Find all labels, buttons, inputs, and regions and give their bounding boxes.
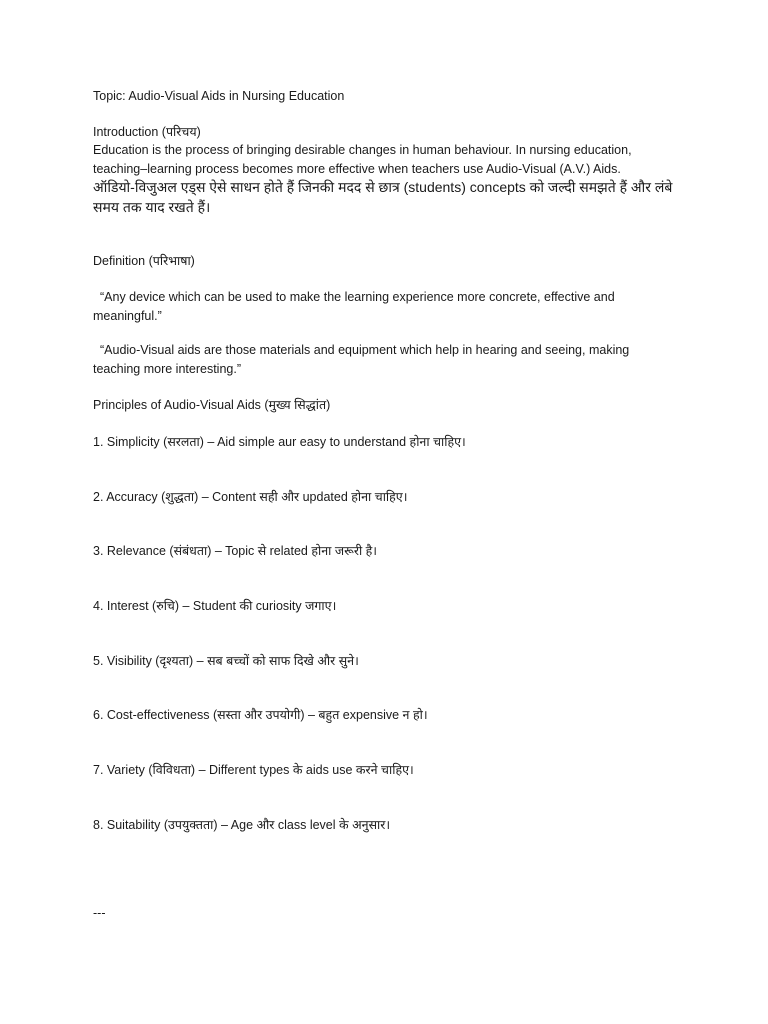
topic-title: Topic: Audio-Visual Aids in Nursing Education [93, 89, 345, 103]
document-page [93, 0, 693, 1024]
definition-heading: Definition (परिभाषा) [93, 254, 195, 268]
principle-item-interest: 4. Interest (रुचि) – Student की curiosity जगाए। [93, 599, 337, 613]
section-separator: --- [93, 906, 106, 920]
principle-item-suitability: 8. Suitability (उपयुक्तता) – Age और class level के अनुसार। [93, 818, 391, 832]
principle-item-variety: 7. Variety (विविधता) – Different types के aids use करने चाहिए। [93, 763, 414, 777]
introduction-paragraph-english: Education is the process of bringing desirable changes in human behaviour. In nursing education, teaching–learning process becomes more effective when teachers use Audio-Visual (A.V.) Aids. [93, 143, 632, 176]
principles-heading: Principles of Audio-Visual Aids (मुख्य सिद्धांत) [93, 398, 331, 412]
principle-item-visibility: 5. Visibility (दृश्यता) – सब बच्चों को साफ दिखे और सुने। [93, 654, 359, 668]
principle-item-simplicity: 1. Simplicity (सरलता) – Aid simple aur easy to understand होना चाहिए। [93, 435, 466, 449]
introduction-heading: Introduction (परिचय) [93, 125, 201, 139]
definition-quote-1: “Any device which can be used to make the learning experience more concrete, effective and meaningful.” [93, 290, 615, 323]
principle-item-relevance: 3. Relevance (संबंधता) – Topic से related होना जरूरी है। [93, 544, 378, 558]
introduction-paragraph-hindi: ऑडियो-विजुअल एड्स ऐसे साधन होते हैं जिनकी मदद से छात्र (students) concepts को जल्दी समझते हैं और लंबे समय तक याद रखते हैं। [93, 179, 673, 215]
principle-item-cost-effectiveness: 6. Cost-effectiveness (सस्ता और उपयोगी) – बहुत expensive न हो। [93, 708, 428, 722]
definition-quote-2: “Audio-Visual aids are those materials and equipment which help in hearing and seeing, making teaching more interesting.” [93, 343, 630, 376]
principle-item-accuracy: 2. Accuracy (शुद्धता) – Content सही और updated होना चाहिए। [93, 490, 408, 504]
